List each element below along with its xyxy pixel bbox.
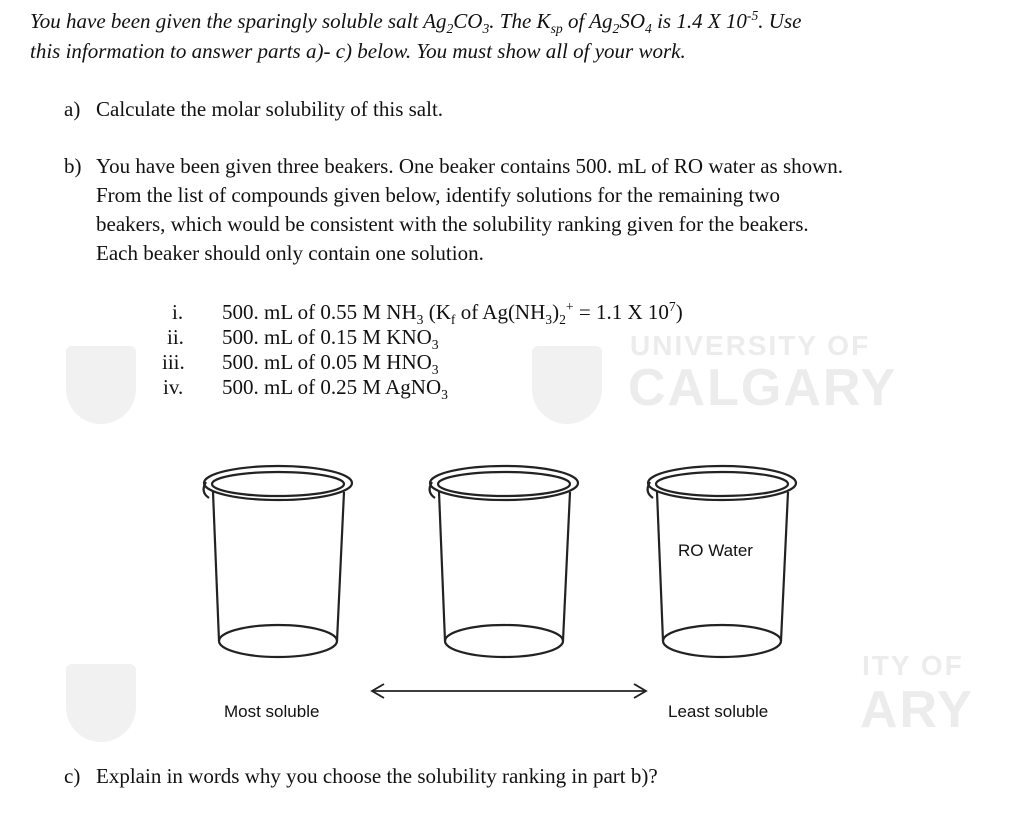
option-sub: 3 — [441, 387, 448, 403]
watermark-fragment-1: ITY OF — [862, 650, 964, 681]
option-part: ) — [552, 300, 560, 324]
part-b-line: You have been given three beakers. One beaker contains 500. mL of RO water as shown. — [96, 154, 844, 178]
least-soluble-label: Least soluble — [668, 702, 769, 721]
option-part: 500. mL of 0.55 M NH — [222, 300, 417, 324]
option-number: ii. — [167, 325, 184, 349]
intro-line-1 — [30, 6, 1000, 36]
option-text — [222, 375, 448, 403]
beaker-2 — [430, 466, 578, 657]
intro-line-2: this information to answer parts a)- c) below. You must show all of your work. — [30, 39, 686, 63]
intro-text: CO — [453, 9, 483, 33]
option-iv — [0, 375, 800, 403]
intro-sub: 3 — [482, 21, 490, 37]
solubility-arrow — [372, 684, 646, 698]
option-iii — [0, 350, 800, 378]
option-part: of Ag(NH — [455, 300, 546, 324]
part-a-text: Calculate the molar solubility of this salt. — [96, 97, 444, 121]
option-sub: 3 — [416, 312, 424, 328]
most-soluble-label: Most soluble — [224, 702, 320, 721]
intro-sub: 2 — [612, 21, 620, 37]
option-part: = 1.1 X 10 — [573, 300, 669, 324]
option-sub: 2 — [559, 312, 566, 328]
beaker-3-label: RO Water — [678, 541, 753, 560]
option-text — [222, 325, 439, 353]
watermark-shield-lower — [66, 664, 136, 742]
problem-intro — [30, 6, 1000, 66]
beaker-1 — [204, 466, 352, 657]
intro-text: You have been given the sparingly soluble salt Ag — [30, 9, 447, 33]
part-b-line: From the list of compounds given below, identify solutions for the remaining two — [96, 183, 780, 207]
part-b — [64, 152, 1014, 272]
option-sub: 3 — [545, 312, 553, 328]
option-sup: 7 — [668, 299, 676, 314]
option-text — [222, 350, 439, 378]
intro-sub: 2 — [446, 21, 454, 37]
beaker-3 — [648, 466, 796, 657]
intro-text: of Ag — [562, 9, 613, 33]
intro-sub: 4 — [645, 21, 652, 37]
option-i — [0, 299, 800, 328]
watermark-university: UNIVERSITY OF — [630, 330, 871, 361]
option-sub: 3 — [431, 337, 439, 353]
option-part: ) — [675, 300, 683, 324]
part-a-letter: a) — [64, 97, 81, 121]
part-b-line: Each beaker should only contain one solution. — [96, 241, 484, 265]
part-b-text — [96, 152, 843, 268]
intro-text: . Use — [758, 9, 802, 33]
option-number: iv. — [163, 375, 184, 399]
option-text — [222, 299, 683, 328]
part-c-text: Explain in words why you choose the solubility ranking in part b)? — [96, 764, 658, 788]
option-sub: 3 — [431, 362, 439, 378]
option-sub: f — [450, 312, 456, 328]
part-b-letter: b) — [64, 154, 82, 178]
part-c-letter: c) — [64, 764, 81, 788]
option-part: 500. mL of 0.25 M AgNO — [222, 375, 442, 399]
intro-text: SO — [619, 9, 645, 33]
part-c — [64, 762, 964, 792]
option-number: i. — [172, 300, 184, 324]
option-sup: + — [565, 299, 574, 314]
intro-text: . The K — [489, 9, 551, 33]
option-part: (K — [423, 300, 451, 324]
option-number: iii. — [162, 350, 185, 374]
watermark-fragment-2: ARY — [860, 681, 974, 739]
part-a — [64, 95, 964, 125]
intro-sup: -5 — [746, 8, 759, 23]
option-part: 500. mL of 0.05 M HNO — [222, 350, 432, 374]
watermark-calgary: CALGARY — [628, 359, 898, 417]
option-part: 500. mL of 0.15 M KNO — [222, 325, 432, 349]
part-b-line: beakers, which would be consistent with the solubility ranking given for the beakers. — [96, 212, 809, 236]
intro-sub: sp — [550, 21, 563, 37]
intro-text: is 1.4 X 10 — [651, 9, 747, 33]
